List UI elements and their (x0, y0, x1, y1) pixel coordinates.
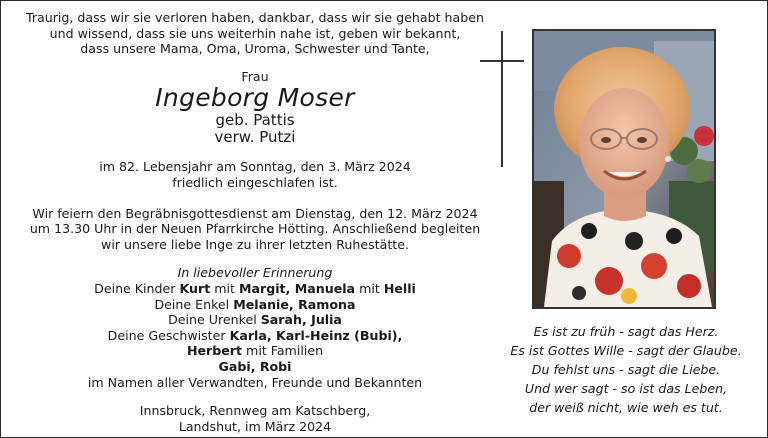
deceased-name: Ingeborg Moser (155, 83, 355, 113)
poem-line: der weiß nicht, wie weh es tut. (529, 400, 723, 415)
intro-line: und wissend, dass sie uns weiterhin nahe ist, geben wir bekannt, (49, 25, 461, 41)
poem (489, 322, 763, 417)
poem-line: Es ist Gottes Wille - sagt der Glaube. (510, 343, 742, 358)
mourners-grandchildren: Deine Enkel Melanie, Ramona (154, 296, 356, 312)
maiden-name: geb. Pattis (215, 111, 295, 130)
poem-line: Es ist zu früh - sagt das Herz. (533, 324, 719, 339)
mourners-siblings-3: Gabi, Robi (218, 358, 292, 374)
intro-line: Traurig, dass wir sie verloren haben, dankbar, dass wir sie gehabt haben (26, 10, 484, 25)
death-line: im 82. Lebensjahr am Sonntag, den 3. März 2024 (99, 159, 411, 175)
mourners-siblings-2: Herbert mit Familien (186, 343, 324, 359)
place-line: Landshut, im März 2024 (178, 418, 332, 434)
widowed-name: verw. Putzi (214, 128, 296, 147)
funeral-line: Wir feiern den Begräbnisgottesdienst am Dienstag, den 12. März 2024 (32, 205, 478, 221)
mourners-greatgrandchildren: Deine Urenkel Sarah, Julia (168, 312, 342, 328)
funeral-line: um 13.30 Uhr in der Neuen Pfarrkirche Hötting. Anschließend begleiten (29, 221, 481, 237)
mourners-heading: In liebevoller Erinnerung (177, 265, 333, 281)
death-line: friedlich eingeschlafen ist. (172, 174, 338, 190)
obituary-text (7, 10, 503, 434)
salutation: Frau (241, 68, 269, 84)
cross-icon (480, 31, 524, 167)
place-line: Innsbruck, Rennweg am Katschberg, (139, 403, 371, 419)
portrait-photo (532, 29, 716, 309)
poem-line: Du fehlst uns - sagt die Liebe. (531, 362, 721, 377)
funeral-line: wir unsere liebe Inge zu ihrer letzten Ruhestätte. (101, 236, 409, 252)
mourners-siblings: Deine Geschwister Karla, Karl-Heinz (Bubi), (107, 327, 403, 343)
intro-line: dass unsere Mama, Oma, Uroma, Schwester und Tante, (80, 41, 430, 57)
poem-line: Und wer sagt - so ist das Leben, (524, 381, 728, 396)
mourners-children: Deine Kinder Kurt mit Margit, Manuela mit Helli (94, 280, 416, 296)
mourners-closing: im Namen aller Verwandten, Freunde und Bekannten (87, 374, 423, 390)
